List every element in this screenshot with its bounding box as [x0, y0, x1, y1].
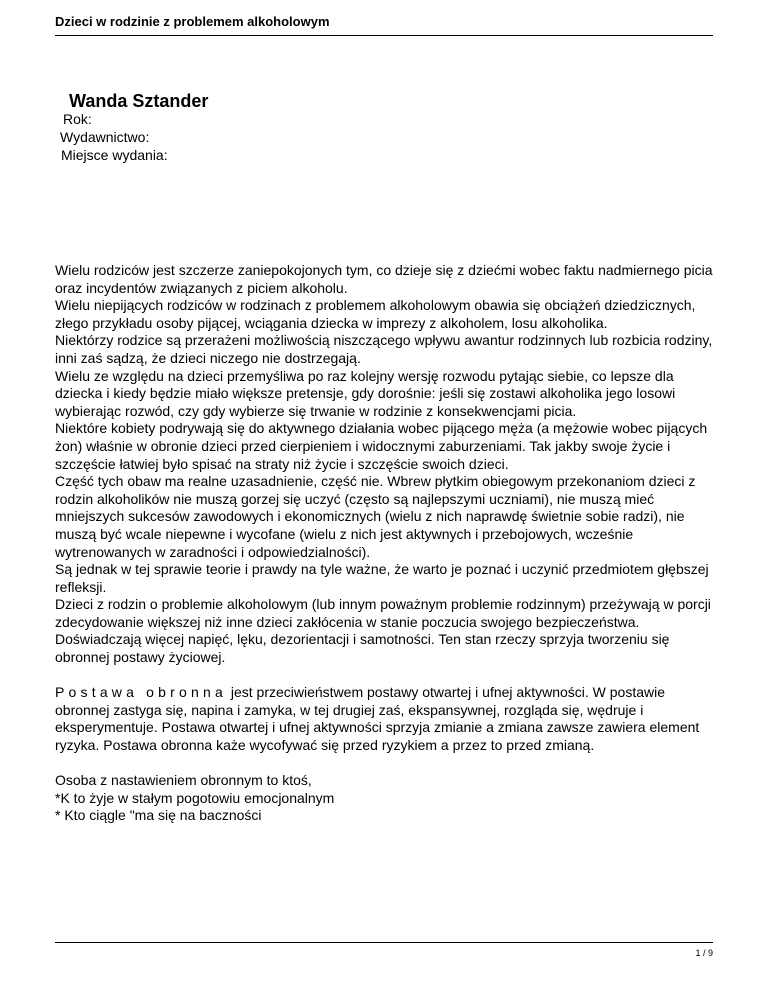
- header-divider: [55, 35, 713, 36]
- footer-divider: [55, 942, 713, 943]
- list-item: *K to żyje w stałym pogotowiu emocjonalnym: [55, 789, 335, 806]
- paragraph: Dzieci z rodzin o problemie alkoholowym (lub innym poważnym problemie rodzinnym) przeżywają w porcji zdecydowanie większej niż inne dzieci zakłócenia w stanie poczucia swojego bezpieczeństwa. Doświadczają więcej napięć, lęku, dezorientacji i samotności. Ten stan rzeczy sprzyja tworzeniu się obronnej postawy życiowej.: [55, 596, 711, 666]
- list-item: * Kto ciągle "ma się na baczności: [55, 807, 262, 824]
- publisher-label: Wydawnictwo:: [60, 129, 150, 145]
- article-body: [55, 262, 715, 825]
- page-number: 1 / 9: [695, 948, 713, 958]
- author-name: Wanda Sztander: [69, 91, 209, 111]
- paragraph-spacer: [55, 755, 715, 773]
- paragraph: Wielu ze względu na dzieci przemyśliwa po raz kolejny wersję rozwodu pytając siebie, co lepsze dla dziecka i kiedy będzie miało większe pretensje, gdy dorośnie: jeśli się zostawi alkoholika jego losowi wybierając rozwód, czy gdy wybierze się trwanie w rodzinie z konsekwencjami picia.: [55, 367, 676, 419]
- defensive-attitude-term: Postawa obronna: [55, 684, 227, 701]
- paragraph: Część tych obaw ma realne uzasadnienie, część nie. Wbrew płytkim obiegowym przekonaniom dzieci z rodzin alkoholików nie muszą gorzej się uczyć (często są najlepszymi uczniami), nie muszą mieć mniejszych sukcesów zawodowych i ekonomicznych (wielu z nich naprawdę świetnie sobie radzi), nie muszą być wcale niepewne i wycofane (wielu z nich jest aktywnych i przebojowych, wcześnie wytrenowanych w zaradności i odpowiedzialności).: [55, 473, 696, 560]
- paragraph: Wielu niepijących rodziców w rodzinach z problemem alkoholowym obawia się obciążeń dziedzicznych, złego przykładu osoby pijącej, wciągania dziecka w imprezy z alkoholem, losu alkoholika.: [55, 297, 696, 331]
- year-label: Rok:: [63, 111, 92, 127]
- defensive-attitude-paragraph: [55, 684, 715, 754]
- paragraph: Są jednak w tej sprawie teorie i prawdy na tyle ważne, że warto je poznać i uczynić przedmiotem głębszej refleksji.: [55, 561, 709, 595]
- place-label: Miejsce wydania:: [61, 147, 168, 163]
- list-intro: Osoba z nastawieniem obronnym to ktoś,: [55, 772, 312, 789]
- paragraph: Niektórzy rodzice są przerażeni możliwością niszczącego wpływu awantur rodzinnych lub rozbicia rodziny, inni zaś sądzą, że dzieci niczego nie dostrzegają.: [55, 332, 713, 366]
- paragraph: Niektóre kobiety podrywają się do aktywnego działania wobec pijącego męża (a mężowie wobec pijących żon) właśnie w obronie dzieci przed cierpieniem i widocznymi zaburzeniami. Tak jakby swoje życie i szczęście łatwiej było spisać na straty niż życie i szczęście swoich dzieci.: [55, 420, 708, 472]
- defensive-attitude-text: jest przeciwieństwem postawy otwartej i ufnej aktywności. W postawie obronnej zastyga się, napina i zamyka, w tej drugiej zaś, ekspansywnej, rozgląda się, wędruje i eksperymentuje. Postawa otwartej i ufnej aktywności sprzyja zmianie a zmiana zawsze zawiera element ryzyka. Postawa obronna każe wycofywać się przed ryzykiem a przez to przed zmianą.: [55, 684, 700, 754]
- paragraph-spacer: [55, 667, 715, 685]
- paragraph: Wielu rodziców jest szczerze zaniepokojonych tym, co dzieje się z dziećmi wobec faktu nadmiernego picia oraz incydentów związanych z piciem alkoholu.: [55, 262, 713, 296]
- document-header-title: Dzieci w rodzinie z problemem alkoholowym: [55, 14, 330, 29]
